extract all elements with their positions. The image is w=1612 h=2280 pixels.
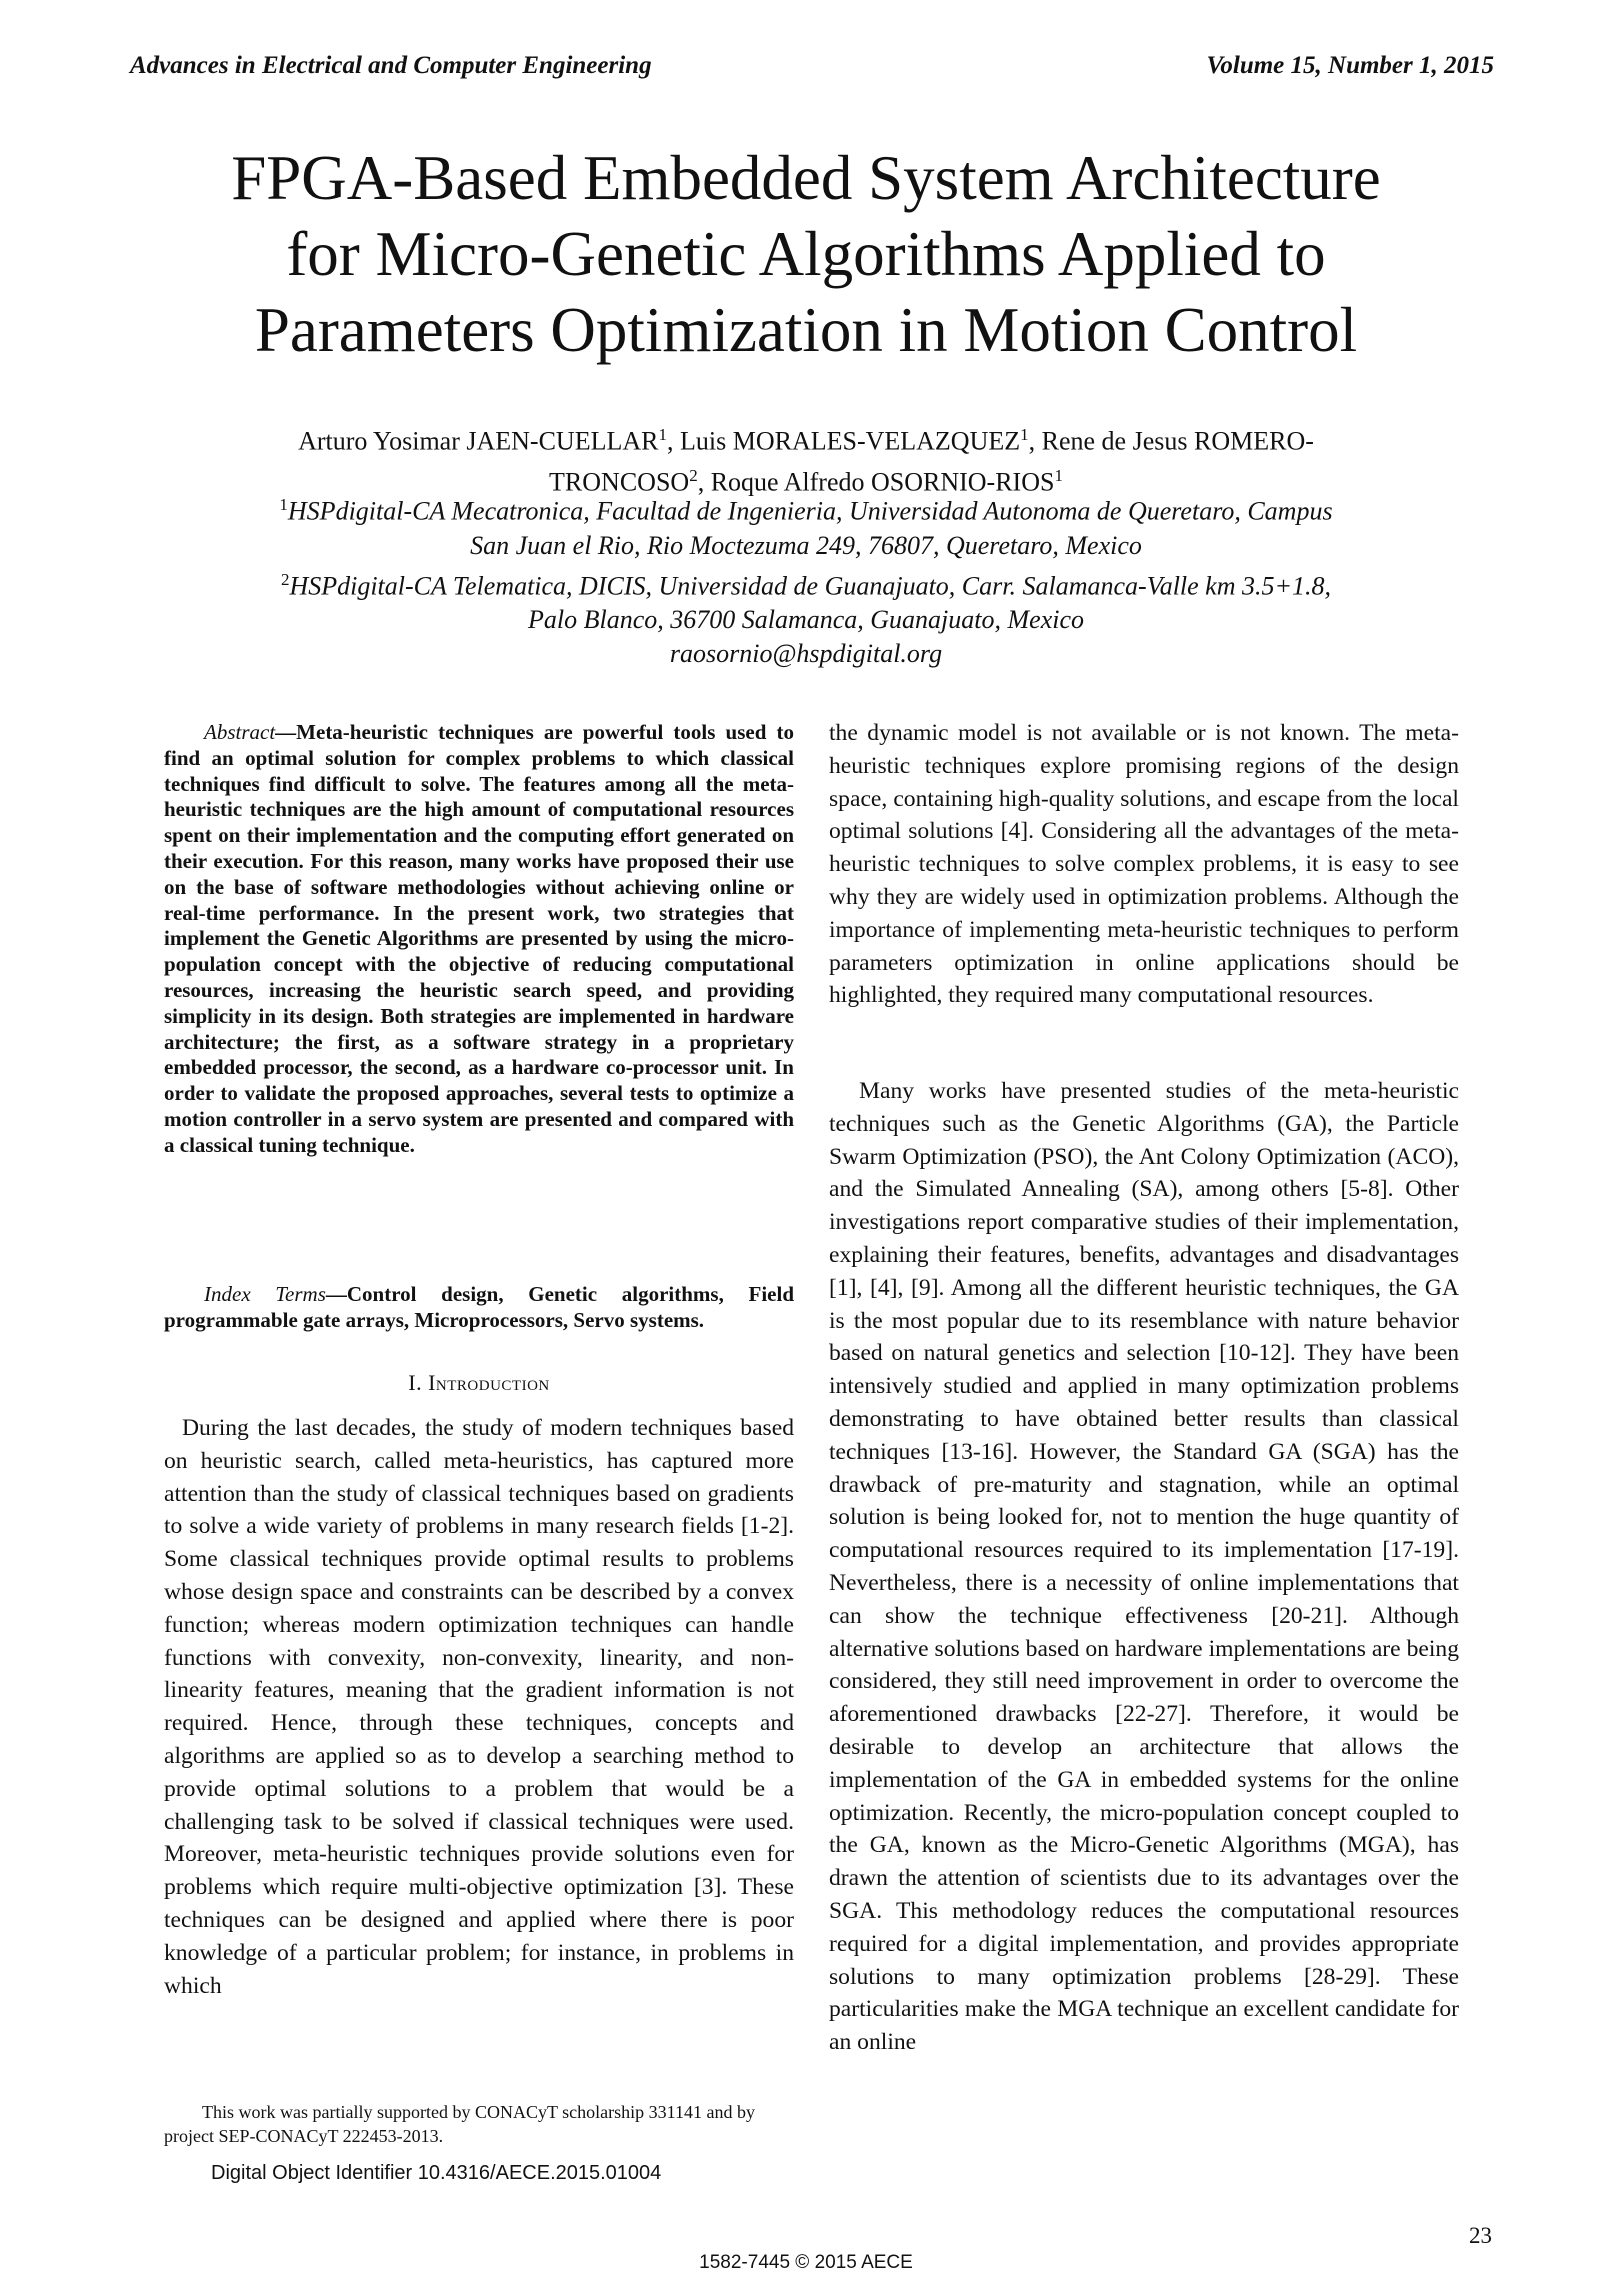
index-terms: [164, 1282, 794, 1334]
author-1: Arturo Yosimar JAEN-CUELLAR: [298, 426, 659, 456]
author-3-affil: 2: [689, 465, 698, 485]
journal-name: Advances in Electrical and Computer Engineering: [130, 52, 652, 79]
affil-2-line-1: HSPdigital-CA Telematica, DICIS, Universidad de Guanajuato, Carr. Salamanca-Valle km 3.5+1.8,: [289, 571, 1332, 601]
funding-footnote: This work was partially supported by CONACyT scholarship 331141 and by project SEP-CONACyT 222453-2013.: [164, 2102, 755, 2146]
right-paragraph-1: the dynamic model is not available or is not known. The meta-heuristic techniques explore promising regions of the design space, containing high-quality solutions, and escape from the local optimal solutions [4]. Considering all the advantages of the meta-heuristic techniques to solve complex problems, it is easy to see why they are widely used in optimization problems. Although the importance of implementing meta-heuristic techniques to perform parameters optimization in online applications should be highlighted, they required many computational resources.: [829, 720, 1459, 1009]
paper-title: FPGA-Based Embedded System Architecture for Micro-Genetic Algorithms Applied to Parameters Optimization in Motion Control: [231, 143, 1381, 365]
affil-1-line-2: San Juan el Rio, Rio Moctezuma 249, 76807, Queretaro, Mexico: [470, 530, 1142, 560]
author-2-affil: 1: [1020, 425, 1029, 444]
affiliations: [0, 488, 1612, 671]
author-3-cont: TRONCOSO: [549, 467, 690, 497]
copyright: 1582-7445 © 2015 AECE: [699, 2252, 913, 2273]
abstract-text: —Meta-heuristic techniques are powerful tools used to find an optimal solution for complex problems to which classical techniques find difficult to solve. The features among all the meta-heuristic techniques are the high amount of computational resources spent on their implementation and the computing effort generated on their execution. For this reason, many works have proposed their use on the base of software methodologies without achieving online or real-time performance. In the present work, two strategies that implement the Genetic Algorithms are presented by using the micro-population concept with the objective of reducing computational resources, increasing the heuristic search speed, and providing simplicity in its design. Both strategies are implemented in hardware architecture; the first, as a software strategy in a proprietary embedded processor, the second, as a hardware co-processor unit. In order to validate the proposed approaches, several tests to optimize a motion controller in a servo system are presented and compared with a classical tuning technique.: [164, 720, 794, 1157]
affil-2-marker: 2: [280, 569, 290, 589]
author-2: , Luis MORALES-VELAZQUEZ: [666, 426, 1021, 456]
abstract: [164, 720, 794, 1159]
author-4: , Roque Alfredo OSORNIO-RIOS: [697, 467, 1055, 497]
affil-1-marker: 1: [279, 495, 288, 514]
author-4-affil: 1: [1054, 465, 1063, 485]
affil-1-line-1: HSPdigital-CA Mecatronica, Facultad de Ingenieria, Universidad Autonoma de Queretaro, Campus: [287, 496, 1333, 526]
right-paragraph-2: Many works have presented studies of the meta-heuristic techniques such as the Genetic Algorithms (GA), the Particle Swarm Optimization (PSO), the Ant Colony Optimization (ACO), and the Simulated Annealing (SA), among others [5-8]. Other investigations report comparative studies of their implementation, explaining their features, benefits, advantages and disadvantages [1], [4], [9]. Among all the different heuristic techniques, the GA is the most popular due to its resemblance with nature behavior based on natural genetics and selection [10-12]. They have been intensively studied and applied in many optimization problems demonstrating to have obtained better results than classical techniques [13-16]. However, the Standard GA (SGA) has the drawback of pre-maturity and stagnation, while an optimal solution is being looked for, not to mention the huge quantity of computational resources required to its implementation [17-19]. Nevertheless, there is a necessity of online implementations that can show the technique effectiveness [20-21]. Although alternative solutions based on hardware implementations are being considered, they still need improvement in order to overcome the aforementioned drawbacks [22-27]. Therefore, it would be desirable to develop an architecture that allows the implementation of the GA in embedded systems for the online optimization. Recently, the micro-population concept coupled to the GA, known as the Micro-Genetic Algorithms (MGA), has drawn the attention of scientists due to its advantages over the SGA. This methodology reduces the computational resources required for a digital implementation, and provides appropriate solutions to many optimization problems [28-29]. These particularities make the MGA technique an excellent candidate for an online: [829, 1078, 1459, 2056]
affil-2-line-2: Palo Blanco, 36700 Salamanca, Guanajuato, Mexico: [527, 605, 1085, 635]
author-1-affil: 1: [658, 425, 667, 444]
intro-paragraph: During the last decades, the study of modern techniques based on heuristic search, called meta-heuristics, has captured more attention than the study of classical techniques based on gradients to solve a wide variety of problems in many research fields [1-2]. Some classical techniques provide optimal results to problems whose design space and constraints can be described by a convex function; whereas modern optimization techniques can handle functions with convexity, non-convexity, linearity, and non-linearity features, meaning that the gradient information is not required. Hence, through these techniques, concepts and algorithms are applied so as to develop a searching method to provide optimal solutions to a problem that would be a challenging task to be solved if classical techniques were used. Moreover, meta-heuristic techniques provide solutions even for problems which require multi-objective optimization [3]. These techniques can be designed and applied where there is poor knowledge of a particular problem; for instance, in problems in which: [164, 1415, 794, 1999]
section-title: Introduction: [428, 1370, 550, 1395]
section-heading: [164, 1370, 794, 1396]
section-number: I.: [408, 1370, 429, 1395]
abstract-label: Abstract: [204, 720, 276, 744]
volume-info: Volume 15, Number 1, 2015: [1206, 52, 1494, 79]
author-3: , Rene de Jesus ROMERO-: [1028, 426, 1314, 456]
doi: Digital Object Identifier 10.4316/AECE.2015.01004: [211, 2162, 662, 2184]
page-number: 23: [1469, 2223, 1492, 2248]
index-terms-label: Index Terms: [204, 1282, 326, 1306]
index-terms-text: —Control design, Genetic algorithms, Field programmable gate arrays, Microprocessors, Servo systems.: [164, 1282, 794, 1332]
contact-email: raosornio@hspdigital.org: [669, 639, 943, 669]
